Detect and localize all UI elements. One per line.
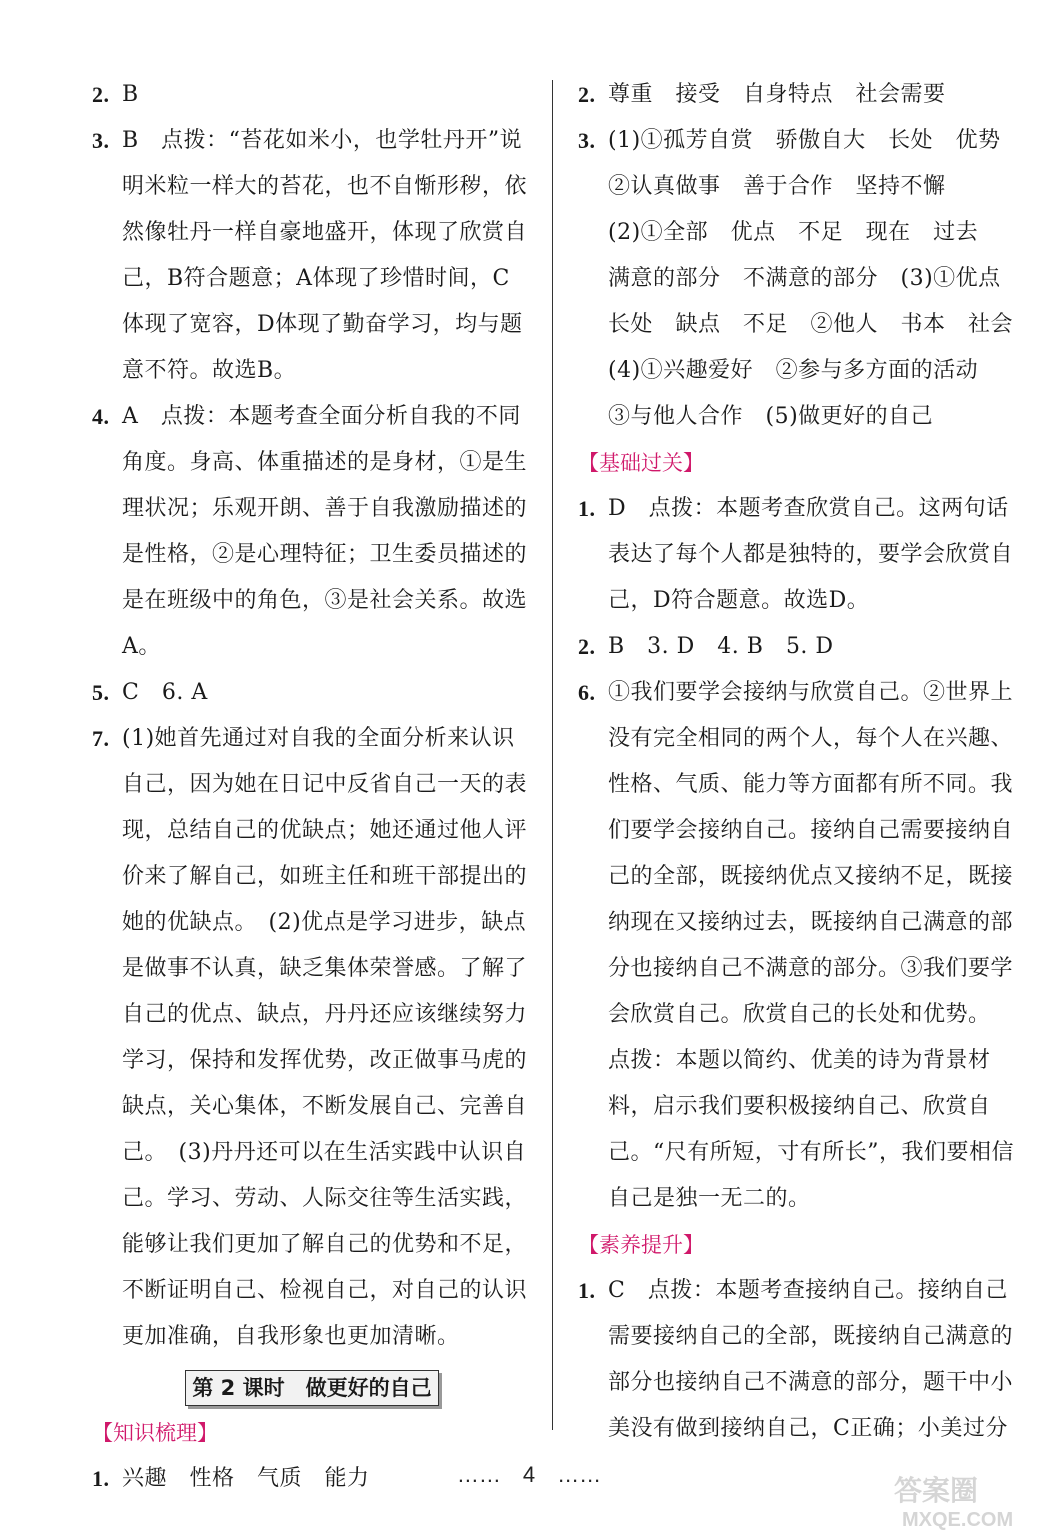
item-number: 6. bbox=[578, 680, 596, 705]
column-divider bbox=[552, 80, 553, 1430]
item-text: C 6. A bbox=[122, 680, 208, 705]
item-number: 2. bbox=[92, 82, 110, 107]
item-text: B 3. D 4. B 5. D bbox=[608, 634, 834, 659]
section-tag-improve: 【素养提升】 bbox=[578, 1233, 704, 1257]
right-column bbox=[578, 72, 1036, 1452]
item-text: C 点拨：本题考查接纳自己。接纳自己需要接纳自己的全部，既接纳自己满意的部分也接纳自己不满意的部分，题干中小美没有做到接纳自己，C正确；小美过分 bbox=[608, 1278, 1014, 1441]
answer-item bbox=[578, 670, 1018, 1222]
item-number: 1. bbox=[578, 1278, 596, 1303]
item-text: (1)她首先通过对自我的全面分析来认识自己，因为她在日记中反省自己一天的表现，总结自己的优缺点；她还通过他人评价来了解自己，如班主任和班干部提出的她的优缺点。 (2)优点是学习进步，缺点是做事不认真，缺乏集体荣誉感。了解了自己的优点、缺点，丹丹还应该继续努力学习，保持和发挥优势，改正做事马虎的缺点，关心集体，不断发展自己、完善自己。 (3)丹丹还可以在生活实践中认识自己。学习、劳动、人际交往等生活实践，能够让我们更加了解自己的优势和不足，不断证明自己、检视自己，对自己的认识更加准确，自我形象也更加清晰。 bbox=[122, 726, 528, 1349]
item-number: 2. bbox=[578, 634, 596, 659]
watermark-url: MXQE.COM bbox=[902, 1509, 1014, 1531]
item-text: B bbox=[122, 82, 139, 107]
watermark-text: 答案圈 bbox=[894, 1474, 979, 1507]
item-text: B 点拨：“苔花如米小，也学牡丹开”说明米粒一样大的苔花，也不自惭形秽，依然像牡丹一样自豪地盛开，体现了欣赏自己，B符合题意；A体现了珍惜时间，C体现了宽容，D体现了勤奋学习，均与题意不符。故选B。 bbox=[122, 128, 528, 383]
answer-item bbox=[92, 118, 532, 394]
item-text: D 点拨：本题考查欣赏自己。这两句话表达了每个人都是独特的，要学会欣赏自己，D符合题意。故选D。 bbox=[608, 496, 1014, 613]
item-number: 5. bbox=[92, 680, 110, 705]
answer-item bbox=[92, 670, 532, 716]
item-number: 3. bbox=[92, 128, 110, 153]
item-text: ①我们要学会接纳与欣赏自己。②世界上没有完全相同的两个人，每个人在兴趣、性格、气质、能力等方面都有所不同。我们要学会接纳自己。接纳自己需要接纳自己的全部，既接纳优点又接纳不足，既接纳现在又接纳过去，既接纳自己满意的部分也接纳自己不满意的部分。③我们要学会欣赏自己。欣赏自己的长处和优势。 点拨：本题以简约、优美的诗为背景材料，启示我们要积极接纳自己、欣赏自己。“尺有所短，寸有所长”，我们要相信自己是独一无二的。 bbox=[608, 680, 1014, 1211]
item-number: 1. bbox=[92, 1466, 110, 1491]
section-tag-knowledge: 【知识梳理】 bbox=[92, 1421, 218, 1445]
item-text: A 点拨：本题考查全面分析自我的不同角度。身高、体重描述的是身材，①是生理状况；乐观开朗、善于自我激励描述的是性格，②是心理特征；卫生委员描述的是在班级中的角色，③是社会关系。故选A。 bbox=[122, 404, 528, 659]
lesson-title: 第 2 课时 做更好的自己 bbox=[185, 1370, 439, 1406]
answer-item bbox=[578, 486, 1018, 624]
page-number: …… 4 …… bbox=[456, 1462, 602, 1487]
watermark-logo bbox=[888, 1470, 1048, 1532]
item-text: 兴趣 性格 气质 能力 bbox=[122, 1466, 370, 1491]
answer-item bbox=[578, 118, 1036, 440]
answer-item bbox=[578, 1268, 1018, 1452]
item-text: 尊重 接受 自身特点 社会需要 bbox=[608, 82, 946, 107]
answer-item bbox=[92, 72, 532, 118]
item-number: 2. bbox=[578, 82, 596, 107]
item-number: 1. bbox=[578, 496, 596, 521]
answer-item bbox=[578, 624, 1018, 670]
item-number: 7. bbox=[92, 726, 110, 751]
answer-item bbox=[578, 72, 1018, 118]
item-number: 4. bbox=[92, 404, 110, 429]
section-tag-basic: 【基础过关】 bbox=[578, 451, 704, 475]
answer-item bbox=[92, 394, 532, 670]
item-number: 3. bbox=[578, 128, 596, 153]
answer-item bbox=[92, 716, 532, 1360]
item-text: (1)①孤芳自赏 骄傲自大 长处 优势 ②认真做事 善于合作 坚持不懈 (2)①全部 优点 不足 现在 过去 满意的部分 不满意的部分 (3)①优点 长处 缺点 不足 ②他人 书本 社会 (4)①兴趣爱好 ②参与多方面的活动 ③与他人合作 (5)做更好的自己 bbox=[608, 128, 1036, 429]
left-column bbox=[92, 72, 532, 1502]
